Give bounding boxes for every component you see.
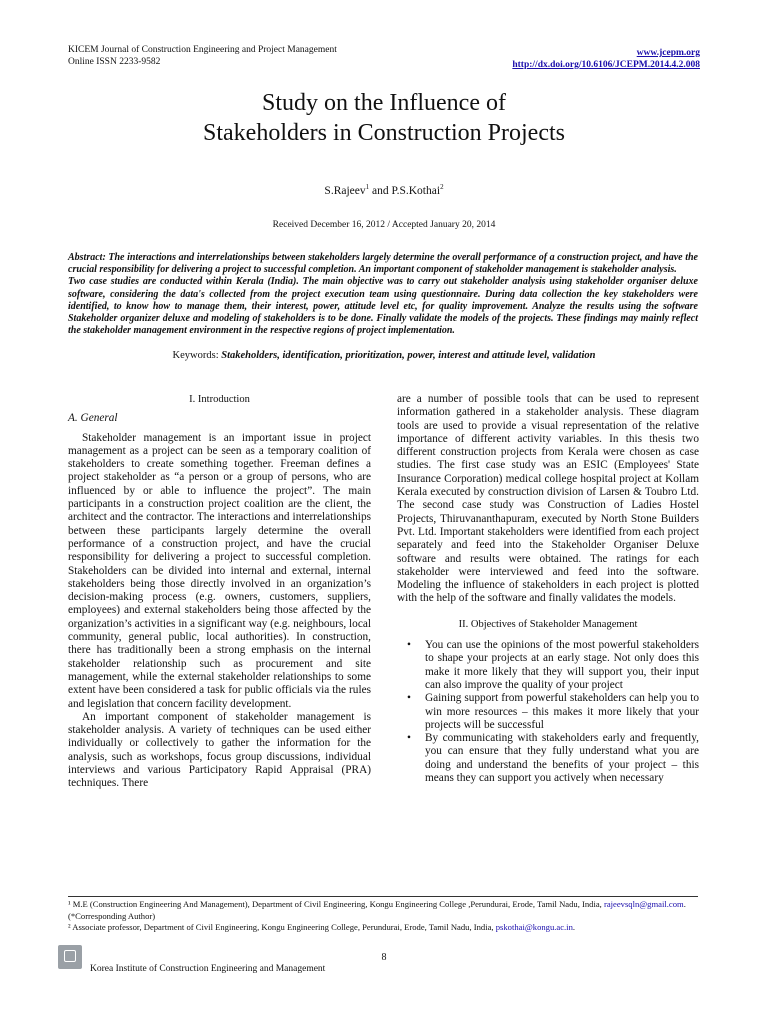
bullet-icon: • — [407, 692, 411, 705]
section-heading-objectives: II. Objectives of Stakeholder Management — [458, 618, 638, 630]
footnotes — [68, 899, 698, 934]
author-1-mark: 1 — [365, 183, 370, 191]
footnote-divider — [68, 896, 698, 897]
list-item — [397, 732, 699, 785]
intro-paragraph-1: Stakeholder management is an important issue in project management as a project can be seen as a temporary coalition of stakeholders to create something together. Freeman defines a project stakeholder as “a person or a group of persons, who are influenced by or able to influence the project”. The main participants in a construction project coalition are the client, the architect and the contractor. The interactions and interrelationships between these participants largely determine the overall performance of a construction project, and have the crucial responsibility for delivering a project to successful completion. Stakeholders can be divided into internal and external, internal stakeholders being those directly involved in an organization’s decision-making process (e.g. owners, customers, suppliers, employees) and external stakeholders being those affected by the organization’s activities in a significant way (e.g. neighbours, local community, general public, local authorities). In construction, there has traditionally been a strong emphasis on the internal stakeholder relationship such as procurement and site management, while the external stakeholder relationships to some extent have been considered a task for public officials via the rules and legislation that concern facility development. — [68, 431, 371, 710]
section-heading-introduction: I. Introduction — [189, 394, 250, 405]
list-item — [397, 692, 699, 732]
author-2-mark: 2 — [440, 183, 444, 191]
website-link[interactable]: www.jcepm.org — [636, 48, 700, 58]
publisher-logo-icon — [58, 945, 82, 969]
author-1: S.Rajeev — [324, 184, 366, 197]
list-item-text: By communicating with stakeholders early and frequently, you can ensure that they fully understand what you are doing and understand the benefits of your project – this means they can support you actively when necessary — [425, 732, 699, 785]
footnote-2-tail: . — [572, 922, 576, 932]
bullet-icon: • — [407, 639, 411, 652]
footnote-1-mark: ¹ — [68, 899, 71, 909]
email-link-1[interactable]: rajeevsqln@gmail.com — [603, 899, 684, 909]
received-dates: Received December 16, 2012 / Accepted January 20, 2014 — [272, 220, 496, 230]
intro-paragraph-continued: are a number of possible tools that can be used to represent information gathered in a stakeholder analysis. These diagram tools are used to provide a visual representation of the relative importance of different activity variables. In this thesis two different construction projects from Kerala were chosen as case studies. The first case study was an ESIC (Employees' State Insurance Corporation) medical college hospital project at Kollam Kerala executed by construction division of Larsen & Toubro Ltd. The second case study was Construction of Ladies Hostel Projects, Thiruvananthapuram, executed by North Stone Builders Pvt. Ltd. Important stakeholders were identified from each project separately and feed into the Stakeholder Organiser Deluxe software and results were obtained. The ratings for each stakeholder were interviewed and feed into the software. Modeling the influence of stakeholders in each project is plotted with the help of the software and finally validates the models. — [397, 393, 699, 605]
right-column — [397, 393, 699, 785]
list-item-text: Gaining support from powerful stakeholders can help you to win more resources – this makes it more likely that your projects will be successful — [425, 692, 699, 731]
journal-name: KICEM Journal of Construction Engineering and Project Management — [68, 45, 337, 55]
abstract-para-1: Abstract: The interactions and interrelationships between stakeholders largely determine the overall performance of a construction project, and have the crucial responsibility for delivering a project to successful completion. An important component of stakeholder management is stakeholder analysis. — [68, 252, 698, 276]
list-item-text: You can use the opinions of the most powerful stakeholders to shape your projects at an early stage. Not only does this make it more likely that they will support you, their input can also improve the quality of your project — [425, 639, 699, 691]
footnote-1-text: M.E (Construction Engineering And Management), Department of Civil Engineering, Kongu Engineering College ,Perundurai, Erode, Tamil Nadu, India, — [70, 899, 602, 909]
title-line-2: Stakeholders in Construction Projects — [203, 120, 565, 146]
author-2: P.S.Kothai — [391, 184, 441, 197]
page-number: 8 — [381, 952, 387, 963]
title-line-1: Study on the Influence of — [262, 90, 506, 116]
objectives-list — [397, 639, 699, 785]
email-link-2[interactable]: pskothai@kongu.ac.in — [495, 922, 573, 932]
authors — [0, 183, 768, 197]
footnote-2-text: Associate professor, Department of Civil Engineering, Kongu Engineering College, Perundurai, Erode, Tamil Nadu, India, — [70, 922, 494, 932]
footnote-1 — [68, 899, 698, 922]
journal-header — [68, 44, 337, 68]
subsection-heading-general: A. General — [68, 412, 118, 425]
doi-link[interactable]: http://dx.doi.org/10.6106/JCEPM.2014.4.2.008 — [512, 60, 700, 70]
issn: Online ISSN 2233-9582 — [68, 57, 161, 67]
abstract-para-2: Two case studies are conducted within Kerala (India). The main objective was to carry out stakeholder analysis using stakeholder organiser deluxe software, considering the data's collected from the project execution team using questionnaire. During data collection the key stakeholders were identified, to know how to manage them, their interest, power, attitude level etc, for quality improvement. Analyze the results using the software Stakeholder organizer deluxe and modeling of stakeholders is to be done. Finally validate the models of the projects. These findings may mainly reflect the stakeholder management environment in the respective regions of project implementation. — [68, 276, 698, 337]
footnote-2 — [68, 922, 698, 934]
abstract — [68, 252, 698, 337]
keywords-value: Stakeholders, identification, prioritization, power, interest and attitude level, validation — [221, 350, 596, 361]
left-column — [68, 393, 371, 791]
intro-paragraph-2: An important component of stakeholder management is stakeholder analysis. A variety of techniques can be used either individually or collectively to gather the information for the analysis, such as workshops, focus group discussions, individual interviews and various Participatory Rapid Appraisal (PRA) techniques. There — [68, 710, 371, 790]
list-item — [397, 639, 699, 692]
keywords-separator: : — [215, 350, 222, 361]
footnote-2-mark: ² — [68, 922, 71, 932]
keywords-label: Keywords — [172, 350, 216, 361]
author-and: and — [369, 184, 392, 197]
publisher-name: Korea Institute of Construction Engineering and Management — [90, 964, 326, 974]
journal-links — [512, 47, 700, 71]
bullet-icon: • — [407, 732, 411, 745]
paper-title — [0, 88, 768, 148]
footnote-1-tail: .(*Corresponding Author) — [68, 899, 686, 921]
keywords — [0, 350, 768, 361]
